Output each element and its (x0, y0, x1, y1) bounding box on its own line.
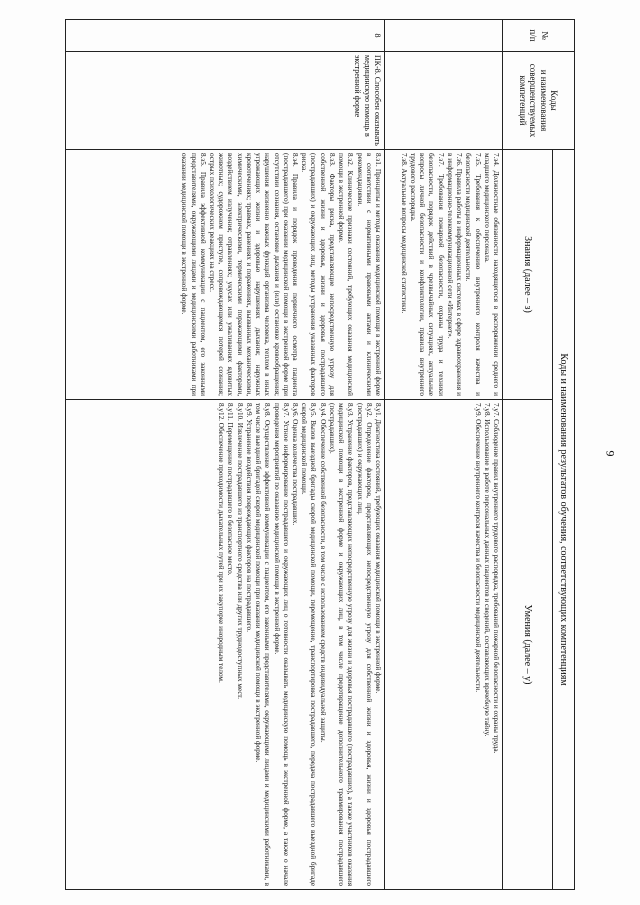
header-skills: Умения (далее – у) (503, 400, 553, 890)
table-row (66, 20, 385, 890)
header-knowledge: Знания (далее – з) (503, 150, 553, 400)
header-number: № п/п (503, 20, 575, 52)
row-competence (385, 52, 503, 150)
row-knowledge: 8.з1. Принципы и методы оказания медицинской помощи в экстренной форме в соответствии с нормативными правовыми актами и клиническими рекомендациями. 8.з2. Клинические признаки состояний, требующих оказания медицинской помощи в экстренной форме. 8.з3. Факторы риска, представляющие непосредственную угрозу для собственной жизни и здоровья, жизни и здоровья пострадавшего (пострадавших) и окружающих лиц, методы устранения указанных факторов риска. 8.з4. Правила и порядок проведения первичного осмотра пациента (пострадавшего) при оказании медицинской помощи в экстренной форме при отсутствии сознания, остановке дыхания и (или) остановке кровообращения; нарушения жизненно важных функций организма человека, теплом в иных угрожающих жизни и здоровью нарушениях дыхания; наружных кровотечениях; травмах, ранениях и поражениях, вызванных механическими, химическими, электрическими, термическими поражающими факторами, воздействием излучения; отравлениях; укусах или ужаливаниях ядовитых животных; судорожном приступе, сопровождающемся потерей сознания; острых психологических реакциях на стресс. 8.з5. Правила эффективной коммуникации с пациентом, его законными представителями, окружающими лицами и медицинскими работниками при оказании медицинской помощи в экстренной форме. (66, 150, 385, 400)
page-number: 9 (603, 450, 618, 457)
row-competence: ПК-8. Способен оказывать медицинскую помощь в экстренной форме (66, 52, 385, 150)
header-results-group: Коды и наименования результатов обучения, соответствующих компетенциям (553, 150, 575, 890)
table-row (385, 20, 503, 890)
row-skills: 7.у7. Соблюдение правил внутреннего трудового распорядка, требований пожарной безопасности и охраны труда. 7.у8. Использование в работе персональных данных пациентов и сведений, составляющих врачебную тайну. 7.у9. Обеспечение внутреннего контроля качества и безопасности медицинской деятельности. (385, 400, 503, 890)
header-competence-codes: Коды и наименования совершенствуемых компетенций (503, 52, 575, 150)
competency-table (65, 19, 575, 890)
row-knowledge: 7.з4. Должностные обязанности находящегося в распоряжении среднего и младшего медицинского персонала. 7.з5. Требования к обеспечению внутреннего контроля качества и безопасности медицинской деятельности. 7.з6. Правила работы в информационных системах в сфере здравоохранения и в информационно-телекоммуникационной сети «Интернет». 7.з7. Требования пожарной безопасности, охраны труда и техники безопасности, порядок действий в чрезвычайных ситуациях, актуальные вопросы личной безопасности и конфликтологии, правила внутреннего трудового распорядка. 7.з8. Актуальные вопросы медицинской статистики. (385, 150, 503, 400)
row-number: 8 (66, 20, 385, 52)
row-number (385, 20, 503, 52)
row-skills: 8.у1. Диагностика состояний, требующих оказания медицинской помощи в экстренной форме. 8.у2. Определение факторов, представляющих непосредственную угрозу для собственной жизни и здоровья, жизни и здоровья пострадавшего (пострадавших) и окружающих лиц. 8.у3. Устранение факторов, представляющих непосредственную угрозу для жизни и здоровья пострадавшего (пострадавших), а также участников оказания медицинской помощи в экстренной форме и окружающих лиц, в том числе предотвращение дополнительного травмирования пострадавшего (пострадавших). 8.у4. Обеспечение собственной безопасности, в том числе с использованием средств индивидуальной защиты. 8.у5. Вызов выездной бригады скорой медицинской помощи, перемещение, транспортировка пострадавшего, передача пострадавшего выездной бригаде скорой медицинской помощи. 8.у6. Оценка количества пострадавших. 8.у7. Устное информирование пострадавшего и окружающих лиц о готовности оказывать медицинскую помощь в экстренной форме, а также о начале проведения мероприятий по оказанию медицинской помощи в экстренной форме. 8.у8. Осуществление эффективной коммуникации с пациентом, его законными представителями, окружающими лицами и медицинскими работниками, в том числе выездной бригадой скорой медицинской помощи при оказании медицинской помощи в экстренной форме. 8.у9. Устранение воздействия повреждающих факторов на пострадавшего. 8.у10. Извлечение пострадавшего из транспортного средства или других труднодоступных мест. 8.у11. Перемещение пострадавшего в безопасное место. 8.у12. Обеспечение проходимости дыхательных путей при их закупорке инородным телом. (66, 400, 385, 890)
competency-table-rotated (65, 19, 575, 889)
